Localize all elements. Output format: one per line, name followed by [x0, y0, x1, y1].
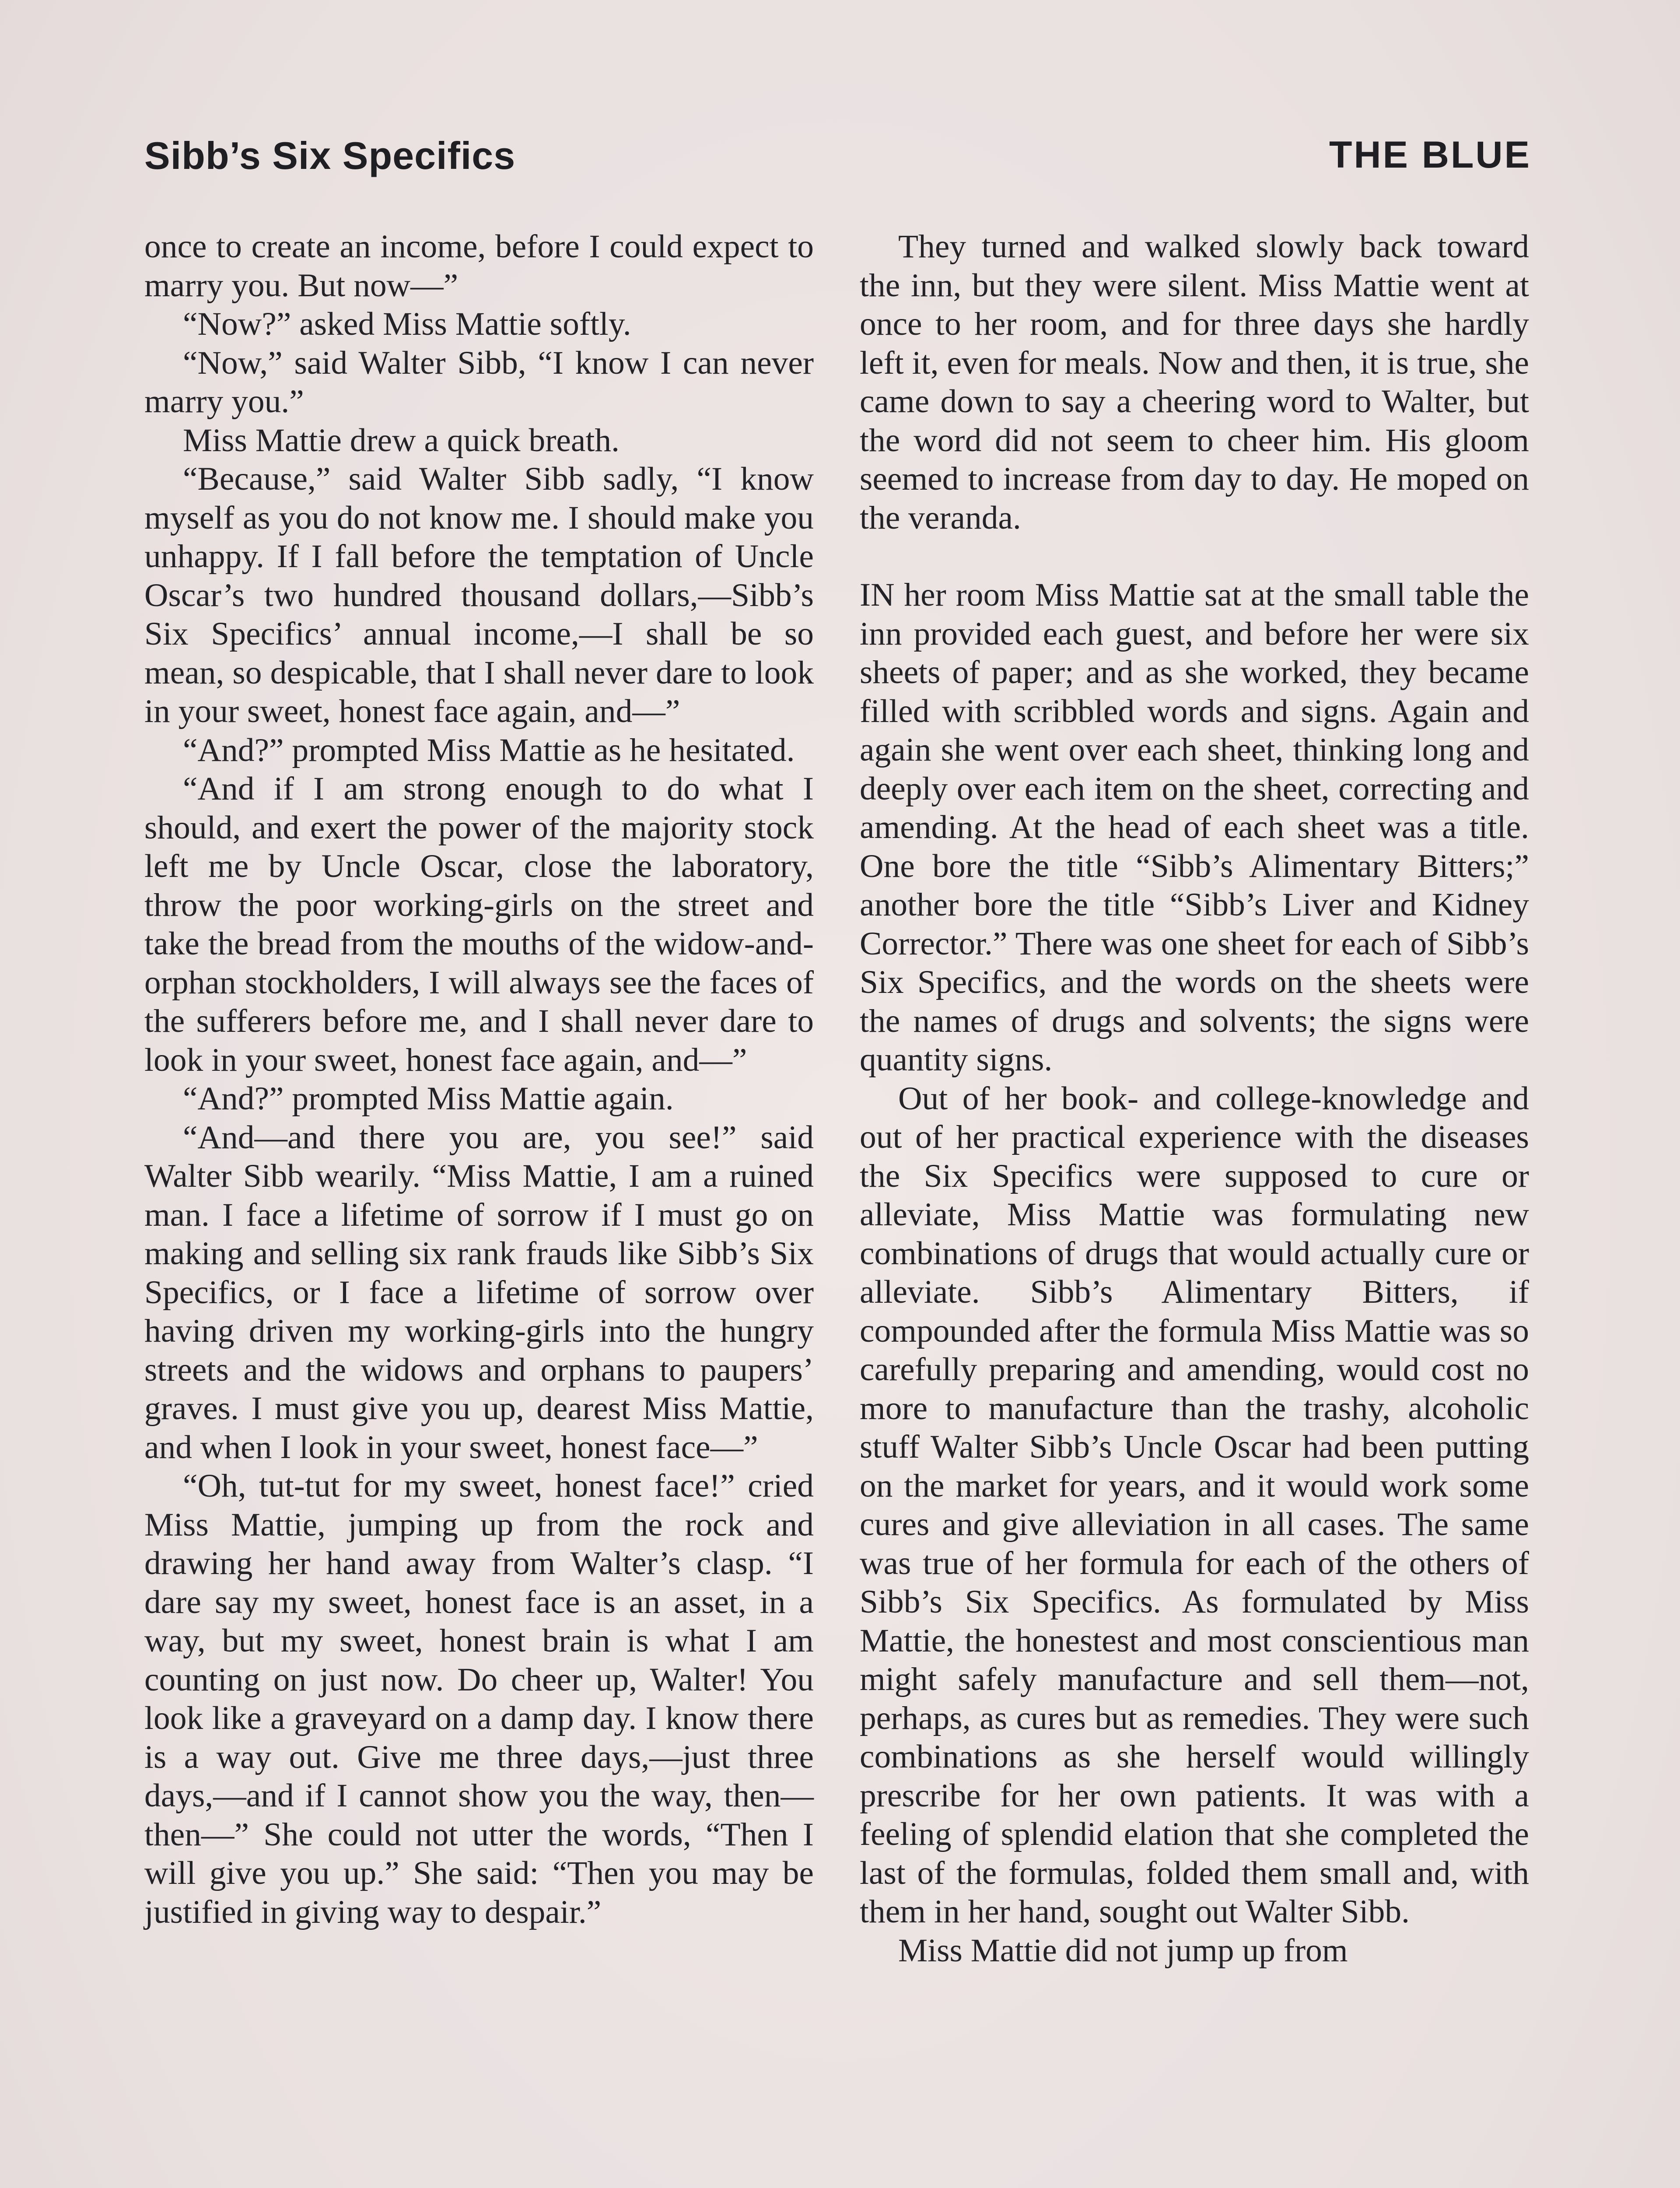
paragraph: They turned and walked slowly back toward the inn, but they were silent. Miss Mattie went at once to her room, and for three days she hardly left it, even for meals. Now and then, it is true, she came down to say a cheering word to Walter, but the word did not seem to cheer him. His gloom seemed to increase from day to day. He moped on the veranda. [860, 228, 1529, 536]
paragraph: “And?” prompted Miss Mattie again. [183, 1080, 674, 1117]
paragraph: “And?” prompted Miss Mattie as he hesitated. [183, 732, 795, 768]
right-column [860, 228, 1529, 1970]
paragraph: “Oh, tut-tut for my sweet, honest face!” cried Miss Mattie, jumping up from the rock and drawing her hand away from Walter’s clasp. “I dare say my sweet, honest face is an asset, in a way, but my sweet, honest brain is what I am counting on just now. Do cheer up, Walter! You look like a graveyard on a damp day. I know there is a way out. Give me three days,—just three days,—and if I cannot show you the way, then—then—” She could not utter the words, “Then I will give you up.” She said: “Then you may be justified in giving way to despair.” [144, 1468, 814, 1930]
running-title: Sibb’s Six Specifics [144, 134, 516, 177]
paragraph: Out of her book- and college-knowledge and out of her practical experience with the diseases the Six Specifics were supposed to cure or alleviate, Miss Mattie was formulating new combinations of drugs that would actually cure or alleviate. Sibb’s Alimentary Bitters, if compounded after the formula Miss Mattie was so carefully preparing and amending, would cost no more to manufacture than the trashy, alcoholic stuff Walter Sibb’s Uncle Oscar had been putting on the market for years, and it would work some cures and give alleviation in all cases. The same was true of her formula for each of the others of Sibb’s Six Specifics. As formulated by Miss Mattie, the honestest and most conscientious man might safely manufacture and sell them—not, perhaps, as cures but as remedies. They were such combinations as she herself would willingly prescribe for her own patients. It was with a feeling of splendid elation that she completed the last of the formulas, folded them small and, with them in her hand, sought out Walter Sibb. [860, 1080, 1529, 1930]
paragraph: Miss Mattie drew a quick breath. [183, 422, 620, 459]
paragraph: “And if I am strong enough to do what I should, and exert the power of the majority stock left me by Uncle Oscar, close the laboratory, throw the poor working-girls on the street and take the bread from the mouths of the widow-and-orphan stockholders, I will always see the faces of the sufferers before me, and I shall never dare to look in your sweet, honest face again, and—” [144, 771, 814, 1078]
paragraph: “And—and there you are, you see!” said Walter Sibb wearily. “Miss Mattie, I am a ruined man. I face a lifetime of sorrow if I must go on making and selling six rank frauds like Sibb’s Six Specifics, or I face a lifetime of sorrow over having driven my working-girls into the hungry streets and the widows and orphans to paupers’ graves. I must give you up, dearest Miss Mattie, and when I look in your sweet, honest face—” [144, 1119, 814, 1466]
paragraph: “Now,” said Walter Sibb, “I know I can never marry you.” [144, 344, 814, 420]
paragraph: Miss Mattie did not jump up from [898, 1932, 1348, 1969]
paragraph: “Now?” asked Miss Mattie softly. [183, 306, 631, 342]
paragraph: once to create an income, before I could expect to marry you. But now—” [144, 228, 814, 304]
paragraph: “Because,” said Walter Sibb sadly, “I know myself as you do not know me. I should make you unhappy. If I fall before the temptation of Uncle Oscar’s two hundred thousand dollars,—Sibb’s Six Specifics’ annual income,—I shall be so mean, so despicable, that I shall never dare to look in your sweet, honest face again, and—” [144, 461, 814, 729]
magazine-name: THE BLUE [1329, 134, 1531, 176]
left-column [144, 228, 814, 1932]
section-start-paragraph: IN her room Miss Mattie sat at the small table the inn provided each guest, and before her were six sheets of paper; and as she worked, they became filled with scribbled words and signs. Again and again she went over each sheet, thinking long and deeply over each item on the sheet, correcting and amending. At the head of each sheet was a title. One bore the title “Sibb’s Alimentary Bitters;” another bore the title “Sibb’s Liver and Kidney Corrector.” There was one sheet for each of Sibb’s Six Specifics, and the words on the sheets were the names of drugs and solvents; the signs were quantity signs. [860, 577, 1529, 1078]
